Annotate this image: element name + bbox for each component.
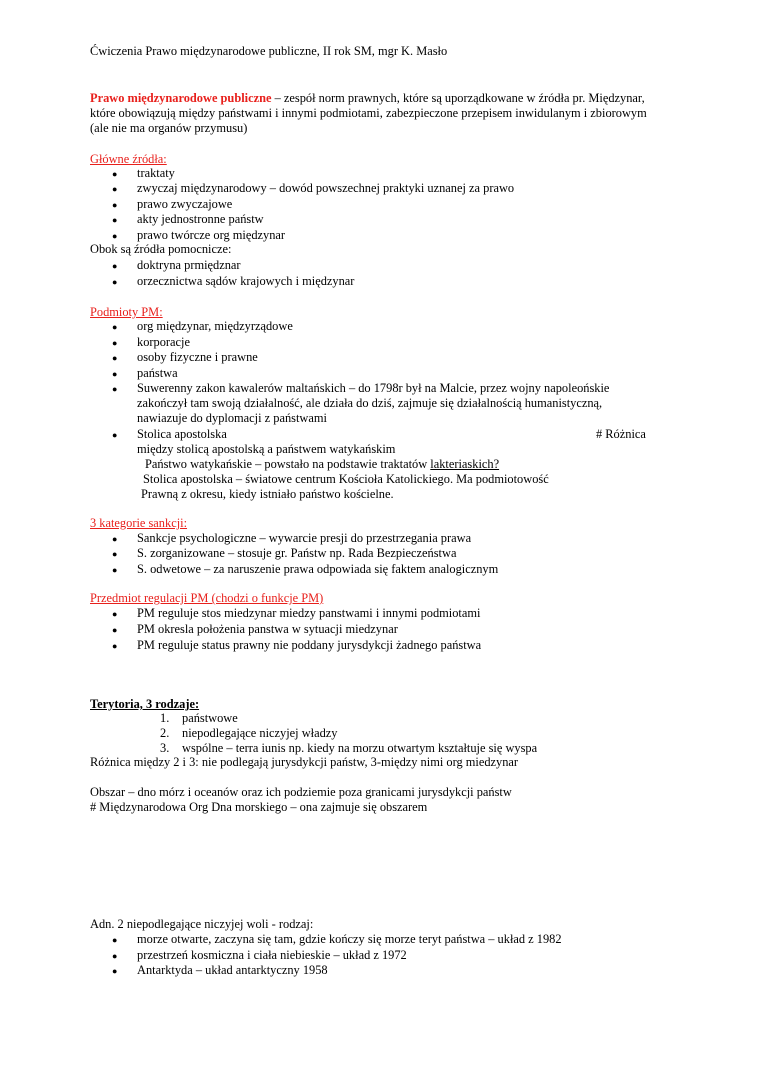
list-item: państwowe <box>182 711 238 725</box>
bullet-icon: ● <box>112 609 118 619</box>
bullet-icon: ● <box>112 261 118 271</box>
bullet-icon: ● <box>112 277 118 287</box>
list-number: 3. <box>160 741 170 755</box>
bullet-icon: ● <box>112 935 118 945</box>
list-item: państwa <box>137 366 178 380</box>
definition-line-1 <box>90 91 645 107</box>
subject-matter-heading: Przedmiot regulacji PM (chodzi o funkcje PM) <box>90 591 324 605</box>
list-item: zwyczaj międzynarodowy – dowód powszechnej praktyki uznanej za prawo <box>137 181 515 195</box>
bullet-icon: ● <box>112 641 118 651</box>
list-item: S. odwetowe – za naruszenie prawa odpowiada się faktem analogicznym <box>137 562 499 576</box>
list-item: niepodlegające niczyjej władzy <box>182 726 338 740</box>
list-item: Antarktyda – układ antarktyczny 1958 <box>137 963 328 977</box>
definition-line-3: (ale nie ma organów przymusu) <box>90 121 248 135</box>
list-item: Stolica apostolska <box>137 427 227 441</box>
difference-note: # Różnica <box>596 427 646 441</box>
sanctions-heading: 3 kategorie sankcji: <box>90 516 188 530</box>
bullet-icon: ● <box>112 200 118 210</box>
list-item: korporacje <box>137 335 190 349</box>
list-item-continuation: zakończył tam swoją działalność, ale działa do dziś, zajmuje się działalnością humanistyczną, <box>137 396 603 410</box>
vatican-line <box>145 457 499 473</box>
aux-sources-intro: Obok są źródła pomocnicze: <box>90 242 232 256</box>
list-item: S. zorganizowane – stosuje gr. Państw np. Rada Bezpieczeństwa <box>137 546 457 560</box>
bullet-icon: ● <box>112 549 118 559</box>
list-item: PM reguluje stos miedzynar miedzy panstwami i innymi podmiotami <box>137 606 481 620</box>
list-item: morze otwarte, zaczyna się tam, gdzie kończy się morze teryt państwa – układ z 1982 <box>137 932 562 946</box>
definition-term: Prawo międzynarodowe publiczne <box>90 91 272 105</box>
list-item: osoby fizyczne i prawne <box>137 350 258 364</box>
holy-see-description-2: Prawną z okresu, kiedy istniało państwo kościelne. <box>141 487 394 501</box>
document-header: Ćwiczenia Prawo międzynarodowe publiczne, II rok SM, mgr K. Masło <box>90 44 448 58</box>
bullet-icon: ● <box>112 625 118 635</box>
bullet-icon: ● <box>112 353 118 363</box>
definition-text-1: – zespół norm prawnych, które są uporządkowane w źródła pr. Międzynar, <box>271 91 645 105</box>
seabed-org-note: # Międzynarodowa Org Dna morskiego – ona zajmuje się obszarem <box>90 800 428 814</box>
bullet-icon: ● <box>112 384 118 394</box>
vatican-link[interactable]: lakteriaskich? <box>430 457 500 471</box>
bullet-icon: ● <box>112 951 118 961</box>
definition-line-2: które obowiązują między państwami i innymi podmiotami, zabezpieczone przepisem inwidulanym i zbiorowym <box>90 106 647 120</box>
bullet-icon: ● <box>112 534 118 544</box>
bullet-icon: ● <box>112 430 118 440</box>
list-item-continuation: nawiazuje do dyplomacji z państwami <box>137 411 327 425</box>
bullet-icon: ● <box>112 184 118 194</box>
sources-heading: Główne źródła: <box>90 152 167 166</box>
list-item: PM reguluje status prawny nie poddany jurysdykcji żadnego państwa <box>137 638 482 652</box>
vatican-text: Państwo watykańskie – powstało na podstawie traktatów <box>145 457 431 471</box>
list-item: prawo zwyczajowe <box>137 197 233 211</box>
list-item: doktryna prmiędznar <box>137 258 241 272</box>
bullet-icon: ● <box>112 231 118 241</box>
bullet-icon: ● <box>112 966 118 976</box>
area-definition: Obszar – dno mórz i oceanów oraz ich podziemie poza granicami jurysdykcji państw <box>90 785 512 799</box>
list-item: Sankcje psychologiczne – wywarcie presji do przestrzegania prawa <box>137 531 472 545</box>
list-item: PM okresla położenia panstwa w sytuacji miedzynar <box>137 622 398 636</box>
list-number: 2. <box>160 726 170 740</box>
bullet-icon: ● <box>112 369 118 379</box>
list-item: traktaty <box>137 166 175 180</box>
holy-see-description: Stolica apostolska – światowe centrum Kościoła Katolickiego. Ma podmiotowość <box>143 472 549 486</box>
list-item: wspólne – terra iunis np. kiedy na morzu otwartym kształtuje się wyspa <box>182 741 538 755</box>
list-item: orzecznictwa sądów krajowych i międzynar <box>137 274 355 288</box>
bullet-icon: ● <box>112 565 118 575</box>
territory-difference: Różnica między 2 i 3: nie podlegają jurysdykcji państw, 3-między nimi org miedzynar <box>90 755 519 769</box>
bullet-icon: ● <box>112 169 118 179</box>
list-item: akty jednostronne państw <box>137 212 264 226</box>
difference-line: między stolicą apostolską a państwem watykańskim <box>137 442 396 456</box>
adn2-intro: Adn. 2 niepodlegające niczyjej woli - rodzaj: <box>90 917 314 931</box>
list-item: org międzynar, międzyrządowe <box>137 319 293 333</box>
bullet-icon: ● <box>112 215 118 225</box>
bullet-icon: ● <box>112 322 118 332</box>
list-item: prawo twórcze org międzynar <box>137 228 286 242</box>
territory-heading: Terytoria, 3 rodzaje: <box>90 697 200 711</box>
subjects-heading: Podmioty PM: <box>90 305 163 319</box>
list-item: Suwerenny zakon kawalerów maltańskich – do 1798r był na Malcie, przez wojny napoleońskie <box>137 381 610 395</box>
bullet-icon: ● <box>112 338 118 348</box>
list-number: 1. <box>160 711 170 725</box>
list-item: przestrzeń kosmiczna i ciała niebieskie – układ z 1972 <box>137 948 407 962</box>
